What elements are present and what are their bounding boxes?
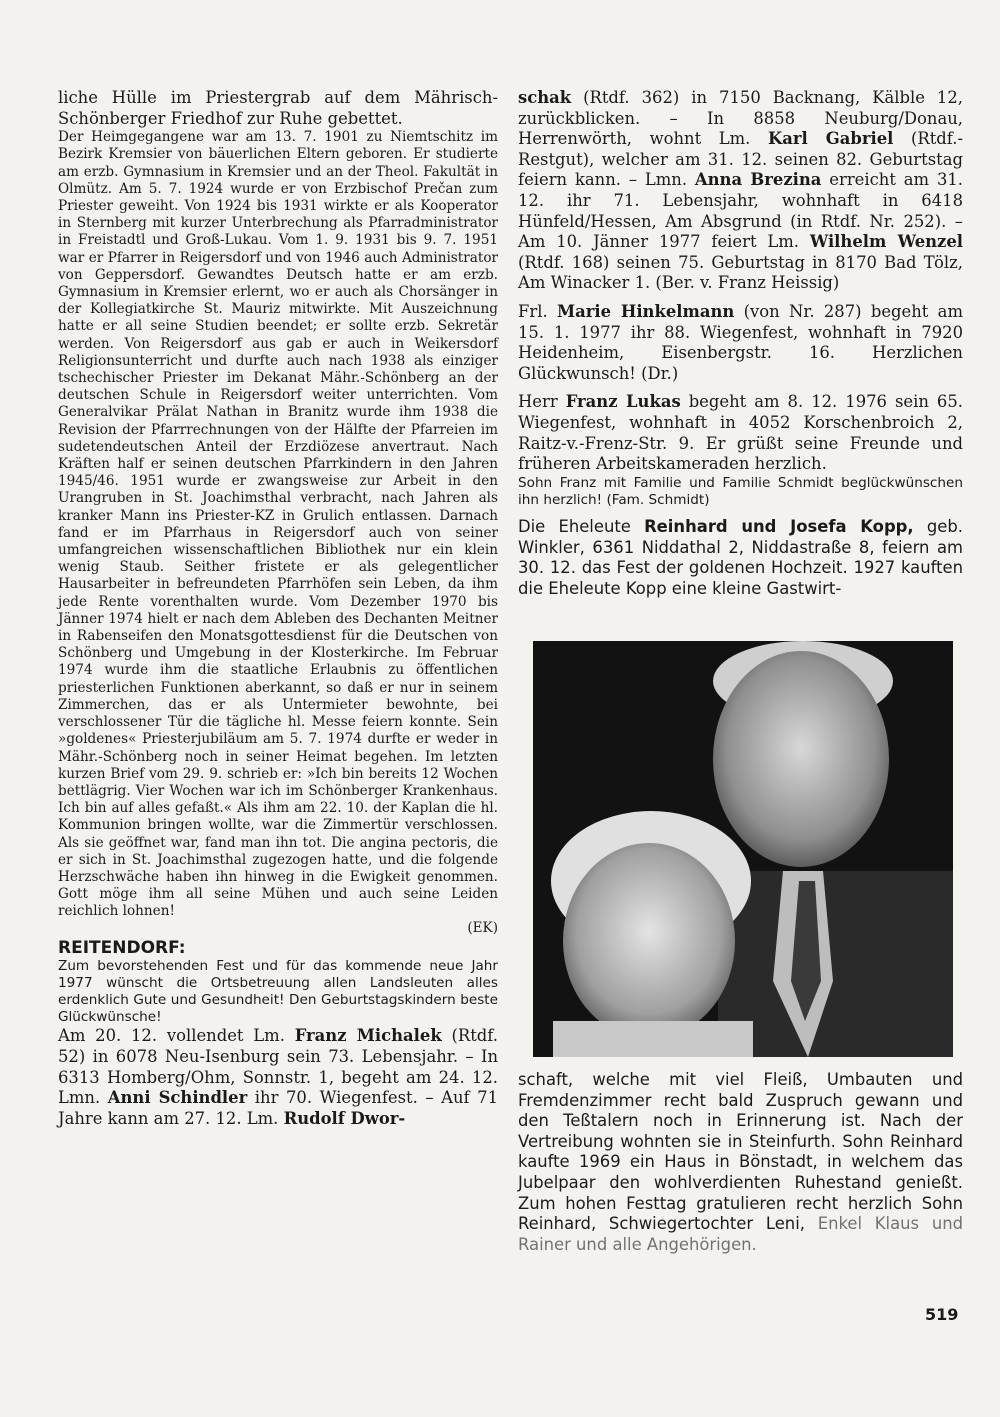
left-column bbox=[58, 88, 498, 1129]
birthday-notices-continued: schak (Rtdf. 362) in 7150 Backnang, Kälble 12, zurückblicken. – In 8858 Neuburg/Donau, Herrenwörth, wohnt Lm. Karl Gabriel (Rtdf.-Restgut), welcher am 31. 12. seinen 82. Geburtstag feiern kann. – Lmn. Anna Brezina erreicht am 31. 12. ihr 71. Lebensjahr, wohnhaft in 6418 Hünfeld/Hessen, Am Absgrund (in Rtdf. Nr. 252). – Am 10. Jänner 1977 feiert Lm. Wilhelm Wenzel (Rtdf. 168) seinen 75. Geburtstag in 8170 Bad Tölz, Am Winacker 1. (Ber. v. Franz Heissig) bbox=[518, 88, 964, 293]
name-franz-lukas: Franz Lukas bbox=[565, 392, 681, 412]
name-franz-michalek: Franz Michalek bbox=[294, 1026, 442, 1046]
section-heading-reitendorf: REITENDORF: bbox=[58, 937, 186, 958]
reitendorf-greeting: Zum bevorstehenden Fest und für das kommende neue Jahr 1977 wünscht die Ortsbetreuung allen Landsleuten alles erdenklich Gute und Gesundheit! Den Geburtstagskindern beste Glückwünsche! bbox=[58, 957, 498, 1026]
name-karl-gabriel: Karl Gabriel bbox=[767, 129, 894, 149]
notice-kopp-continued: schaft, welche mit viel Fleiß, Umbauten und Fremdenzimmer recht bald Zuspruch gewann und den Teßtalern noch in Erinnerung ist. Nach der Vertreibung wohnten sie in Steinfurth. Sohn Reinhard kaufte 1969 ein Haus in Bönstadt, in welchem das Jubelpaar den wohlverdienten Ruhestand genießt. Zum hohen Festtag gratulieren recht herzlich Sohn Reinhard, Schwiegertochter Leni, Enkel Klaus und Rainer und alle Angehörigen. bbox=[518, 1070, 963, 1254]
notice-lukas: Herr Franz Lukas begeht am 8. 12. 1976 sein 65. Wiegenfest, wohnhaft in 4052 Korschenbroich 2, Raitz-v.-Frenz-Str. 9. Er grüßt seine Freunde und früheren Arbeitskameraden herzlich. bbox=[518, 392, 963, 474]
faded-text: Enkel Klaus und Rainer und alle Angehörigen. bbox=[518, 1214, 963, 1254]
couple-photo bbox=[533, 641, 953, 1057]
author-signature: (EK) bbox=[467, 919, 498, 936]
notice-lukas-greeting: Sohn Franz mit Familie und Familie Schmidt beglückwünschen ihn herzlich! (Fam. Schmidt) bbox=[518, 474, 963, 508]
name-rudolf-dworschak: Rudolf Dwor- bbox=[283, 1108, 406, 1128]
name-marie-hinkelmann: Marie Hinkelmann bbox=[556, 301, 735, 321]
name-anni-schindler: Anni Schindler bbox=[107, 1088, 248, 1108]
right-column bbox=[518, 88, 963, 599]
name-anna-brezina: Anna Brezina bbox=[694, 170, 822, 190]
name-reinhard-josefa-kopp: Reinhard und Josefa Kopp, bbox=[644, 517, 914, 537]
page-number: 519 bbox=[925, 1305, 959, 1324]
name-wilhelm-wenzel: Wilhelm Wenzel bbox=[809, 232, 964, 252]
intro-continuation: liche Hülle im Priestergrab auf dem Mährisch-Schönberger Friedhof zur Ruhe gebettet. bbox=[58, 88, 498, 128]
couple-photo-illustration bbox=[533, 641, 953, 1057]
birthday-notice: Am 20. 12. vollendet Lm. Franz Michalek (Rtdf. 52) in 6078 Neu-Isenburg sein 73. Lebensjahr. – In 6313 Homberg/Ohm, Sonnstr. 1, begeht am 24. 12. Lmn. Anni Schindler ihr 70. Wiegenfest. – Auf 71 Jahre kann am 27. 12. Lm. Rudolf Dwor- bbox=[58, 1026, 498, 1128]
kopp-continuation bbox=[518, 1070, 963, 1255]
obituary-text: Der Heimgegangene war am 13. 7. 1901 zu Niemtschitz im Bezirk Kremsier von bäuerlichen Eltern geboren. Er studierte am erzb. Gymnasium in Kremsier und an der Theol. Fakultät in Olmütz. Am 5. 7. 1924 wurde er von Erzbischof Prečan zum Priester geweiht. Von 1924 bis 1931 wirkte er als Kooperator in Sternberg mit kurzer Unterbrechung als Pfarradministrator in Freistadtl und Groß-Lukau. Vom 1. 9. 1931 bis 9. 7. 1951 war er Pfarrer in Reigersdorf und von 1946 auch Administrator von Geppersdorf. Gewandtes Deutsch hatte er am erzb. Gymnasium in Kremsier erlernt, wo er auch als Chorsänger in der Kollegiatkirche St. Mauriz mitwirkte. Mit Auszeichnung hatte er all seine Studien beendet; er sollte erzb. Sekretär werden. Von Reigersdorf aus gab er auch in Weikersdorf Religionsunterricht und durfte auch nach 1938 als einziger tschechischer Priester im Dekanat Mähr.-Schönberg an der deutschen Schule in Reigersdorf weiter unterrichten. Vom Generalvikar Prälat Nathan in Branitz wurde ihm 1938 die Revision der Pfarrrechnungen von der Hälfte der Pfarreien im sudetendeutschen Anteil der Erzdiözese anvertraut. Nach Kräften half er seinen deutschen Pfarrkindern in den Jahren 1945/46. 1951 wurde er zwangsweise zur Arbeit in den Urangruben in St. Joachimsthal verbracht, nach Jahren als kranker Mann ins Priester-KZ in Grulich entlassen. Darnach fand er im Pfarrhaus in Reigersdorf auch von seiner umfangreichen wissenschaftlichen Bibliothek nur ein klein wenig Staub. Seither fristete er als gelegentlicher Hausarbeiter in befreundeten Pfarrhöfen sein Leben, da ihm jede Rente vorenthalten wurde. Vom Dezember 1970 bis Jänner 1974 hielt er nach dem Ableben des Dechanten Meitner in Rabenseifen den Monatsgottesdienst für die Deutschen von Schönberg und Umgebung in der Klosterkirche. Im Februar 1974 wurde ihm die staatliche Erlaubnis zu öffentlichen priesterlichen Funktionen aberkannt, so daß er nur in seinem Zimmerchen, das er als Untermieter bewohnte, bei verschlossener Tür die tägliche hl. Messe feiern konnte. Sein »goldenes« Priesterjubiläum am 5. 7. 1974 durfte er weder in Mähr.-Schönberg noch in seiner Heimat begehen. Im letzten kurzen Brief vom 29. 9. schrieb er: »Ich bin bereits 12 Wochen bettlägrig. Vier Wochen war ich im Schönberger Krankenhaus. Ich bin auf alles gefaßt.« Als ihm am 22. 10. der Kaplan die hl. Kommunion bringen wollte, war die Zimmertür verschlossen. Als sie geöffnet war, fand man ihn tot. Die angina pectoris, die er sich in St. Joachimsthal zugezogen hatte, und die folgende Herzschwäche haben ihn hinweg in die Ewigkeit genommen. Gott möge ihm all seine Mühen und auch seine Leiden reichlich lohnen! bbox=[58, 129, 498, 920]
notice-hinkelmann: Frl. Marie Hinkelmann (von Nr. 287) begeht am 15. 1. 1977 ihr 88. Wiegenfest, wohnhaft in 7920 Heidenheim, Eisenbergstr. 16. Herzlichen Glückwunsch! (Dr.) bbox=[518, 301, 963, 383]
notice-kopp: Die Eheleute Reinhard und Josefa Kopp, geb. Winkler, 6361 Niddathal 2, Niddastraße 8, feiern am 30. 12. das Fest der goldenen Hochzeit. 1927 kauften die Eheleute Kopp eine kleine Gastwirt- bbox=[518, 517, 963, 598]
